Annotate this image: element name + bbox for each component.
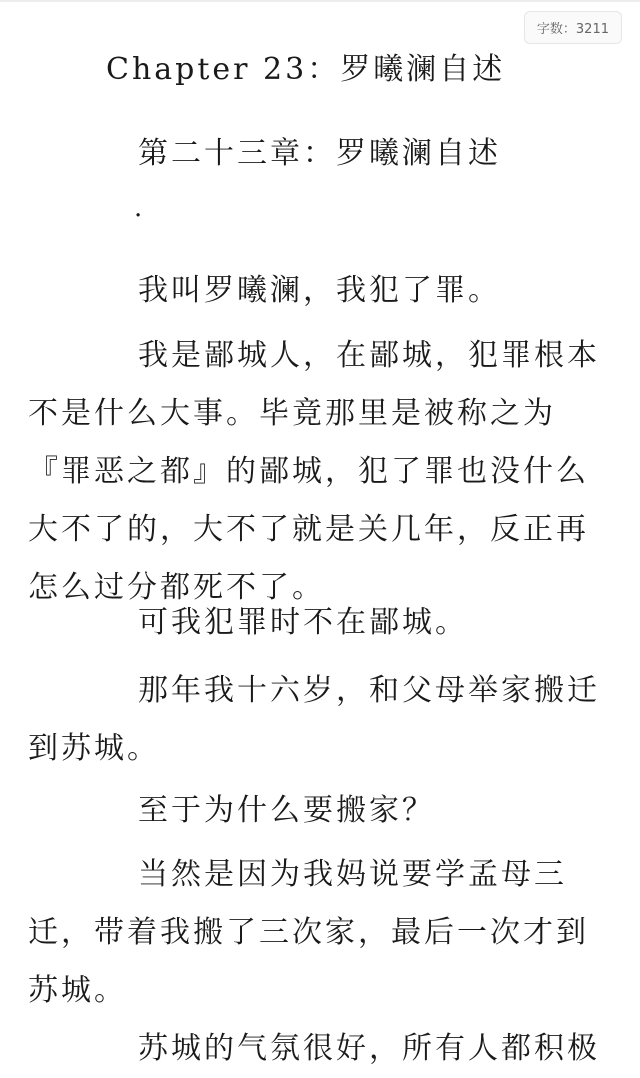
paragraph: 我叫罗曦澜，我犯了罪。 [138,273,501,308]
paragraph-subtitle: 第二十三章：罗曦澜自述 [138,136,501,171]
paragraph: 那年我十六岁，和父母举家搬迁到苏城。 [28,673,600,766]
paragraph: 至于为什么要搬家？ [138,793,435,828]
top-divider [0,0,640,2]
paragraph: 苏城的气氛很好，所有人都积极 [138,1031,600,1066]
word-count-badge: 字数：3211 [524,11,622,44]
paragraph: 可我犯罪时不在鄙城。 [138,605,468,640]
paragraph: 我是鄙城人，在鄙城，犯罪根本不是什么大事。毕竟那里是被称之为『罪恶之都』的鄙城，犯了罪也没什么大不了的，大不了就是关几年，反正再怎么过分都死不了。 [28,338,600,605]
paragraph: 当然是因为我妈说要学孟母三迁，带着我搬了三次家，最后一次才到苏城。 [28,857,589,1008]
separator-dot: · [134,201,143,231]
chapter-title: Chapter 23：罗曦澜自述 [106,52,506,87]
